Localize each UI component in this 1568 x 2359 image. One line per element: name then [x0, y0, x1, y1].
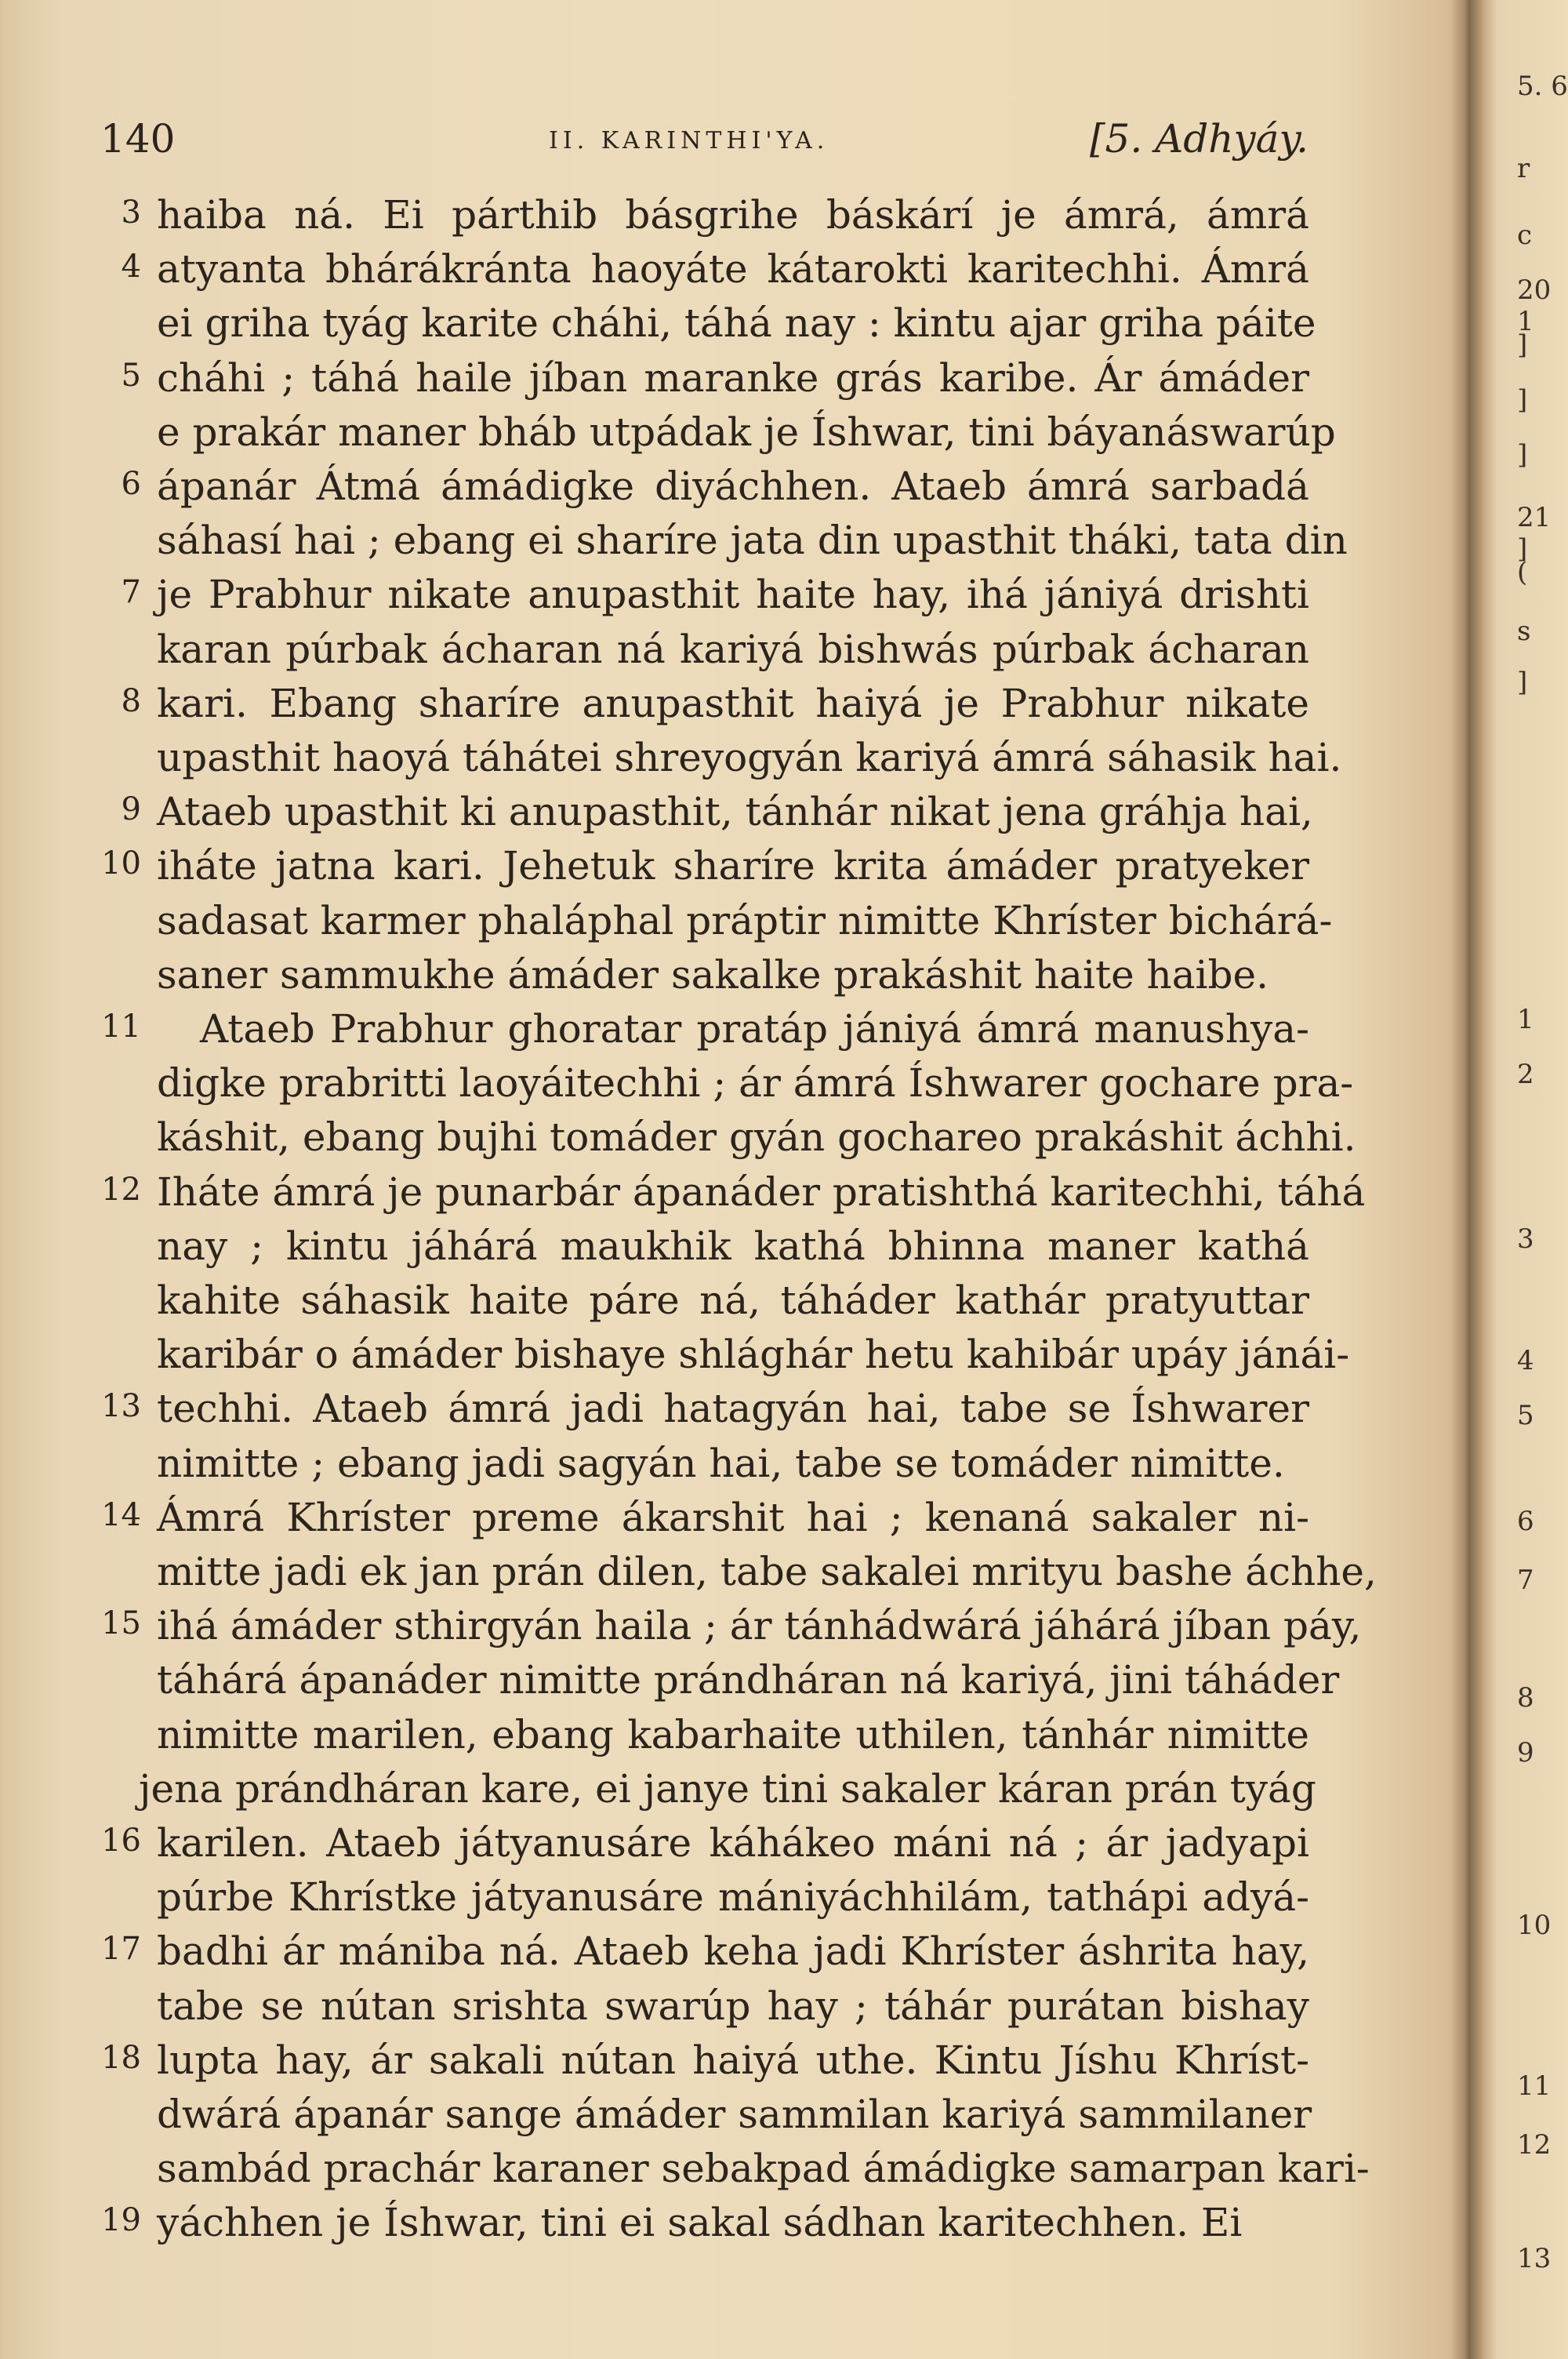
verse-number: 7 [121, 574, 141, 611]
page-number: 140 [100, 116, 176, 162]
text-line [0, 242, 1364, 297]
line-text: karan púrbak ácharan ná kariyá bishwás púrbak ácharan [157, 626, 1309, 672]
verse-number: 10 [101, 845, 141, 882]
line-text: káshit, ebang bujhi tomáder gyán gochareo prakáshit áchhi. [157, 1114, 1356, 1161]
line-text: Ámrá Khríster preme ákarshit hai ; kenaná sakaler ni- [157, 1494, 1309, 1540]
margin-fragment: ] [1517, 439, 1528, 471]
margin-fragment: 2 [1517, 1059, 1534, 1090]
text-line [0, 785, 1364, 840]
text-line [0, 1545, 1377, 1600]
line-text: je Prabhur nikate anupasthit haite hay, ihá jániyá drishti [157, 572, 1309, 618]
verse-number: 18 [101, 2039, 141, 2076]
line-text: e prakár maner bháb utpádak je Íshwar, tini báyanáswarúp [157, 409, 1336, 455]
text-line [0, 1056, 1364, 1111]
line-text: lupta hay, ár sakali nútan haiyá uthe. Kintu Jíshu Khríst- [157, 2037, 1309, 2083]
text-line [0, 296, 1364, 351]
text-line [0, 188, 1364, 243]
line-text: sambád prachár karaner sebakpad ámádigke samarpan kari- [157, 2146, 1370, 2192]
text-line [0, 514, 1364, 569]
verse-number: 16 [101, 1823, 141, 1859]
text-line [0, 1382, 1364, 1437]
line-text: tabe se nútan srishta swarúp hay ; táhár purátan bishay [157, 1983, 1309, 2029]
margin-fragment: 8 [1517, 1682, 1534, 1714]
margin-fragment: 11 [1517, 2070, 1552, 2102]
margin-fragment: 1 [1517, 1004, 1534, 1035]
verse-number: 4 [121, 249, 141, 285]
margin-fragment: 6 [1517, 1506, 1534, 1537]
line-text: nimitte ; ebang jadi sagyán hai, tabe se tomáder nimitte. [157, 1440, 1285, 1486]
margin-fragment: 3 [1517, 1223, 1534, 1255]
text-line [0, 1762, 1364, 1817]
line-text: Iháte ámrá je punarbár ápanáder pratishthá karitechhi, táhá [157, 1169, 1366, 1215]
line-text: kahite sáhasik haite páre ná, táháder kathár pratyuttar [157, 1278, 1309, 1323]
text-line [0, 2034, 1364, 2088]
line-text: upasthit haoyá táhátei shreyogyán kariyá ámrá sáhasik hai. [157, 735, 1342, 780]
text-line [0, 1110, 1364, 1165]
margin-fragment: 21 ] [1517, 502, 1552, 565]
line-text: atyanta bhárákránta haoyáte kátarokti karitechhi. Ámrá [157, 246, 1309, 293]
verse-number: 15 [101, 1605, 141, 1642]
text-line [0, 1925, 1364, 1979]
line-text: cháhi ; táhá haile jíban maranke grás karibe. Ár ámáder [157, 354, 1309, 401]
line-text: haiba ná. Ei párthib básgrihe báskárí je ámrá, ámrá [157, 192, 1309, 238]
line-text: mitte jadi ek jan prán dilen, tabe sakalei mrityu bashe áchhe, [157, 1549, 1377, 1594]
line-text: Ataeb Prabhur ghoratar pratáp jániyá ámrá manushya- [200, 1006, 1309, 1052]
line-text: dwárá ápanár sange ámáder sammilan kariyá sammilaner [157, 2092, 1312, 2137]
text-line [0, 1437, 1364, 1492]
text-line [0, 1274, 1364, 1329]
line-text: nay ; kintu jáhárá maukhik kathá bhinna maner kathá [157, 1223, 1309, 1269]
text-line [0, 2196, 1364, 2251]
verse-number: 6 [121, 466, 141, 502]
line-text: ápanár Átmá ámádigke diyáchhen. Ataeb ámrá sarbadá [157, 463, 1309, 509]
text-line [0, 351, 1364, 406]
margin-fragment: 13 [1517, 2243, 1552, 2274]
line-text: karibár o ámáder bishaye shlághár hetu kahibár upáy jánái- [157, 1332, 1350, 1378]
line-text: ei griha tyág karite cháhi, táhá nay : kintu ajar griha páite [157, 300, 1316, 347]
text-line [0, 1219, 1364, 1274]
margin-fragment: 20 1 [1517, 274, 1552, 337]
text-line [0, 731, 1364, 786]
verse-number: 8 [121, 682, 141, 719]
margin-fragment: 7 [1517, 1565, 1534, 1596]
text-line [0, 460, 1364, 514]
text-line [0, 2088, 1364, 2143]
line-text: púrbe Khrístke játyanusáre mániyáchhilám, tathápi adyá- [157, 1874, 1309, 1921]
text-line [0, 1491, 1364, 1546]
margin-fragment: 5. 6 [1517, 71, 1568, 102]
text-line [0, 948, 1364, 1003]
text-line [0, 1328, 1364, 1383]
margin-fragment: ] [1517, 329, 1528, 361]
line-text: iháte jatna kari. Jehetuk sharíre krita ámáder pratyeker [157, 843, 1309, 889]
margin-fragment: 9 [1517, 1737, 1534, 1768]
verse-number: 11 [101, 1009, 141, 1045]
text-line [0, 1979, 1364, 2034]
page-gutter-fold [1450, 0, 1482, 2359]
margin-fragment: c [1517, 220, 1533, 251]
chapter-heading: [5. Adhyáy. [1090, 116, 1308, 162]
line-text: techhi. Ataeb ámrá jadi hatagyán hai, tabe se Íshwarer [157, 1386, 1309, 1432]
text-line [0, 568, 1364, 623]
verse-number: 5 [121, 357, 141, 394]
text-line [0, 1708, 1364, 1763]
line-text: kari. Ebang sharíre anupasthit haiyá je Prabhur nikate [157, 680, 1309, 726]
verse-number: 3 [121, 194, 141, 231]
text-line [0, 1599, 1364, 1654]
margin-fragment: ( [1517, 557, 1528, 588]
text-line [0, 677, 1364, 732]
margin-fragment: s [1517, 616, 1531, 647]
line-text: ihá ámáder sthirgyán haila ; ár tánhádwárá jáhárá jíban páy, [157, 1603, 1362, 1649]
margin-fragment: ] [1517, 667, 1528, 698]
text-line [0, 2142, 1370, 2197]
line-text: sadasat karmer phaláphal práptir nimitte Khríster bichárá- [157, 897, 1333, 943]
verse-number: 19 [101, 2202, 141, 2239]
margin-fragment: r [1517, 153, 1530, 184]
text-line [0, 1165, 1364, 1220]
line-text: yáchhen je Íshwar, tini ei sakal sádhan karitechhen. Ei [157, 2200, 1243, 2246]
line-text: táhárá ápanáder nimitte prándháran ná kariyá, jini táháder [157, 1657, 1340, 1703]
text-line [0, 405, 1364, 460]
margin-fragment: 4 [1517, 1345, 1534, 1376]
line-text: karilen. Ataeb játyanusáre káhákeo máni ná ; ár jadyapi [157, 1820, 1309, 1866]
text-line [0, 623, 1364, 678]
text-line [0, 1002, 1364, 1057]
verse-number: 9 [121, 791, 141, 828]
text-line [0, 1816, 1364, 1871]
margin-fragment: ] [1517, 384, 1528, 416]
text-line [0, 839, 1364, 894]
verse-number: 17 [101, 1931, 141, 1968]
verse-number: 12 [101, 1171, 141, 1208]
margin-fragment: 5 [1517, 1400, 1534, 1431]
text-line [0, 1870, 1364, 1925]
line-text: digke prabritti laoyáitechhi ; ár ámrá Íshwarer gochare pra- [157, 1060, 1354, 1107]
running-title: II. KARINTHI'YA. [549, 127, 829, 154]
text-line [0, 894, 1364, 949]
line-text: saner sammukhe ámáder sakalke prakáshit haite haibe. [157, 951, 1269, 998]
margin-fragment: 12 [1517, 2129, 1552, 2161]
line-text: Ataeb upasthit ki anupasthit, tánhár nikat jena gráhja hai, [157, 789, 1313, 835]
line-text: badhi ár mániba ná. Ataeb keha jadi Khríster áshrita hay, [157, 1928, 1309, 1975]
line-text: nimitte marilen, ebang kabarhaite uthilen, tánhár nimitte [157, 1711, 1309, 1757]
text-line [0, 1653, 1364, 1708]
line-text: jena prándháran kare, ei janye tini sakaler káran prán tyág [139, 1765, 1316, 1812]
verse-number: 13 [101, 1388, 141, 1425]
page-header [0, 116, 1333, 171]
margin-fragment: 10 [1517, 1910, 1552, 1941]
verse-number: 14 [101, 1496, 141, 1533]
line-text: sáhasí hai ; ebang ei sharíre jata din upasthit tháki, tata din [157, 518, 1348, 564]
